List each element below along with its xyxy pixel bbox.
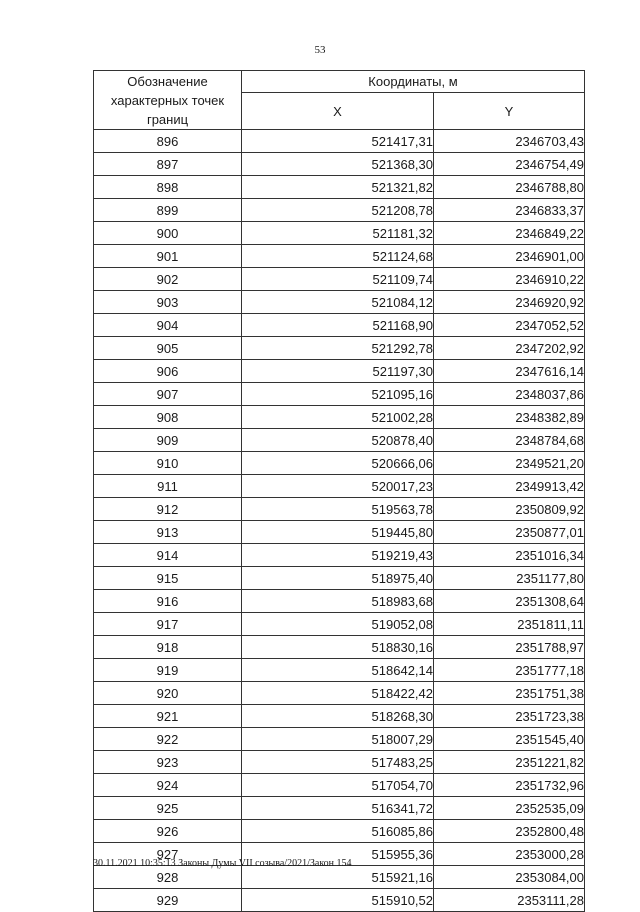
y-cell: 2346703,43 xyxy=(434,130,585,153)
table-row xyxy=(94,705,585,728)
x-cell: 518007,29 xyxy=(242,728,434,751)
point-cell: 919 xyxy=(94,659,242,682)
x-cell: 520666,06 xyxy=(242,452,434,475)
y-cell: 2349521,20 xyxy=(434,452,585,475)
y-cell: 2351723,38 xyxy=(434,705,585,728)
table-row xyxy=(94,498,585,521)
table-row xyxy=(94,383,585,406)
y-cell: 2352535,09 xyxy=(434,797,585,820)
x-cell: 520017,23 xyxy=(242,475,434,498)
y-cell: 2347052,52 xyxy=(434,314,585,337)
x-cell: 521109,74 xyxy=(242,268,434,291)
y-cell: 2348784,68 xyxy=(434,429,585,452)
table-row xyxy=(94,521,585,544)
y-cell: 2351308,64 xyxy=(434,590,585,613)
y-cell: 2347616,14 xyxy=(434,360,585,383)
x-cell: 519445,80 xyxy=(242,521,434,544)
point-cell: 925 xyxy=(94,797,242,820)
point-cell: 907 xyxy=(94,383,242,406)
x-cell: 518975,40 xyxy=(242,567,434,590)
point-cell: 909 xyxy=(94,429,242,452)
table-row xyxy=(94,360,585,383)
point-cell: 896 xyxy=(94,130,242,153)
point-cell: 928 xyxy=(94,866,242,889)
table-row xyxy=(94,429,585,452)
table-row xyxy=(94,222,585,245)
x-cell: 519219,43 xyxy=(242,544,434,567)
y-cell: 2351751,38 xyxy=(434,682,585,705)
table-row xyxy=(94,774,585,797)
point-cell: 929 xyxy=(94,889,242,912)
y-cell: 2353111,28 xyxy=(434,889,585,912)
point-cell: 900 xyxy=(94,222,242,245)
point-cell: 910 xyxy=(94,452,242,475)
point-cell: 899 xyxy=(94,199,242,222)
table-row xyxy=(94,636,585,659)
table-row xyxy=(94,176,585,199)
point-cell: 918 xyxy=(94,636,242,659)
point-cell: 912 xyxy=(94,498,242,521)
table-row xyxy=(94,659,585,682)
x-cell: 521002,28 xyxy=(242,406,434,429)
point-cell: 905 xyxy=(94,337,242,360)
point-cell: 901 xyxy=(94,245,242,268)
x-cell: 517054,70 xyxy=(242,774,434,797)
table-header xyxy=(94,71,585,130)
y-cell: 2351811,11 xyxy=(434,613,585,636)
y-cell: 2349913,42 xyxy=(434,475,585,498)
y-cell: 2346849,22 xyxy=(434,222,585,245)
point-cell: 926 xyxy=(94,820,242,843)
point-cell: 920 xyxy=(94,682,242,705)
table-row xyxy=(94,797,585,820)
x-cell: 521197,30 xyxy=(242,360,434,383)
y-cell: 2351221,82 xyxy=(434,751,585,774)
table-row xyxy=(94,820,585,843)
table-row xyxy=(94,590,585,613)
x-cell: 521168,90 xyxy=(242,314,434,337)
x-cell: 521208,78 xyxy=(242,199,434,222)
point-cell: 906 xyxy=(94,360,242,383)
y-cell: 2346910,22 xyxy=(434,268,585,291)
x-cell: 518642,14 xyxy=(242,659,434,682)
point-cell: 917 xyxy=(94,613,242,636)
y-cell: 2351788,97 xyxy=(434,636,585,659)
y-cell: 2348037,86 xyxy=(434,383,585,406)
x-cell: 521095,16 xyxy=(242,383,434,406)
table-row xyxy=(94,245,585,268)
table-body xyxy=(94,130,585,912)
x-cell: 518830,16 xyxy=(242,636,434,659)
point-cell: 922 xyxy=(94,728,242,751)
table-row xyxy=(94,728,585,751)
point-cell: 898 xyxy=(94,176,242,199)
table-row xyxy=(94,291,585,314)
coordinates-table xyxy=(93,70,585,912)
table-row xyxy=(94,406,585,429)
page-number: 53 xyxy=(314,44,326,56)
footer-stamp: 30.11.2021 10:35:13 Законы Думы VII созыва/2021/Закон 154 xyxy=(93,858,352,869)
x-cell: 515955,36 xyxy=(242,843,434,866)
table-row xyxy=(94,475,585,498)
header-point-designation: Обозначение характерных точек границ xyxy=(94,71,242,130)
header-x: X xyxy=(242,93,434,130)
y-cell: 2351732,96 xyxy=(434,774,585,797)
point-cell: 903 xyxy=(94,291,242,314)
x-cell: 518422,42 xyxy=(242,682,434,705)
y-cell: 2348382,89 xyxy=(434,406,585,429)
point-cell: 915 xyxy=(94,567,242,590)
y-cell: 2351016,34 xyxy=(434,544,585,567)
table-row xyxy=(94,544,585,567)
table-row xyxy=(94,130,585,153)
x-cell: 521181,32 xyxy=(242,222,434,245)
table-row xyxy=(94,452,585,475)
x-cell: 521084,12 xyxy=(242,291,434,314)
table-row xyxy=(94,153,585,176)
x-cell: 516085,86 xyxy=(242,820,434,843)
table-row xyxy=(94,682,585,705)
point-cell: 916 xyxy=(94,590,242,613)
table-row xyxy=(94,613,585,636)
header-y: Y xyxy=(434,93,585,130)
table-row xyxy=(94,889,585,912)
point-cell: 904 xyxy=(94,314,242,337)
point-cell: 911 xyxy=(94,475,242,498)
x-cell: 515921,16 xyxy=(242,866,434,889)
table-row xyxy=(94,751,585,774)
y-cell: 2351177,80 xyxy=(434,567,585,590)
x-cell: 521124,68 xyxy=(242,245,434,268)
x-cell: 520878,40 xyxy=(242,429,434,452)
x-cell: 521368,30 xyxy=(242,153,434,176)
table-row xyxy=(94,314,585,337)
x-cell: 515910,52 xyxy=(242,889,434,912)
point-cell: 921 xyxy=(94,705,242,728)
x-cell: 521292,78 xyxy=(242,337,434,360)
y-cell: 2351545,40 xyxy=(434,728,585,751)
point-cell: 927 xyxy=(94,843,242,866)
y-cell: 2352800,48 xyxy=(434,820,585,843)
x-cell: 518268,30 xyxy=(242,705,434,728)
x-cell: 518983,68 xyxy=(242,590,434,613)
y-cell: 2346920,92 xyxy=(434,291,585,314)
y-cell: 2346754,49 xyxy=(434,153,585,176)
table-row xyxy=(94,268,585,291)
y-cell: 2353000,28 xyxy=(434,843,585,866)
point-cell: 913 xyxy=(94,521,242,544)
x-cell: 521417,31 xyxy=(242,130,434,153)
x-cell: 521321,82 xyxy=(242,176,434,199)
y-cell: 2350809,92 xyxy=(434,498,585,521)
x-cell: 517483,25 xyxy=(242,751,434,774)
x-cell: 519052,08 xyxy=(242,613,434,636)
y-cell: 2346833,37 xyxy=(434,199,585,222)
table-row xyxy=(94,337,585,360)
y-cell: 2353084,00 xyxy=(434,866,585,889)
x-cell: 516341,72 xyxy=(242,797,434,820)
table-row xyxy=(94,567,585,590)
y-cell: 2350877,01 xyxy=(434,521,585,544)
point-cell: 924 xyxy=(94,774,242,797)
header-coordinates: Координаты, м xyxy=(242,71,585,93)
point-cell: 914 xyxy=(94,544,242,567)
point-cell: 897 xyxy=(94,153,242,176)
y-cell: 2346901,00 xyxy=(434,245,585,268)
table-row xyxy=(94,199,585,222)
y-cell: 2351777,18 xyxy=(434,659,585,682)
point-cell: 908 xyxy=(94,406,242,429)
x-cell: 519563,78 xyxy=(242,498,434,521)
y-cell: 2347202,92 xyxy=(434,337,585,360)
point-cell: 923 xyxy=(94,751,242,774)
y-cell: 2346788,80 xyxy=(434,176,585,199)
point-cell: 902 xyxy=(94,268,242,291)
